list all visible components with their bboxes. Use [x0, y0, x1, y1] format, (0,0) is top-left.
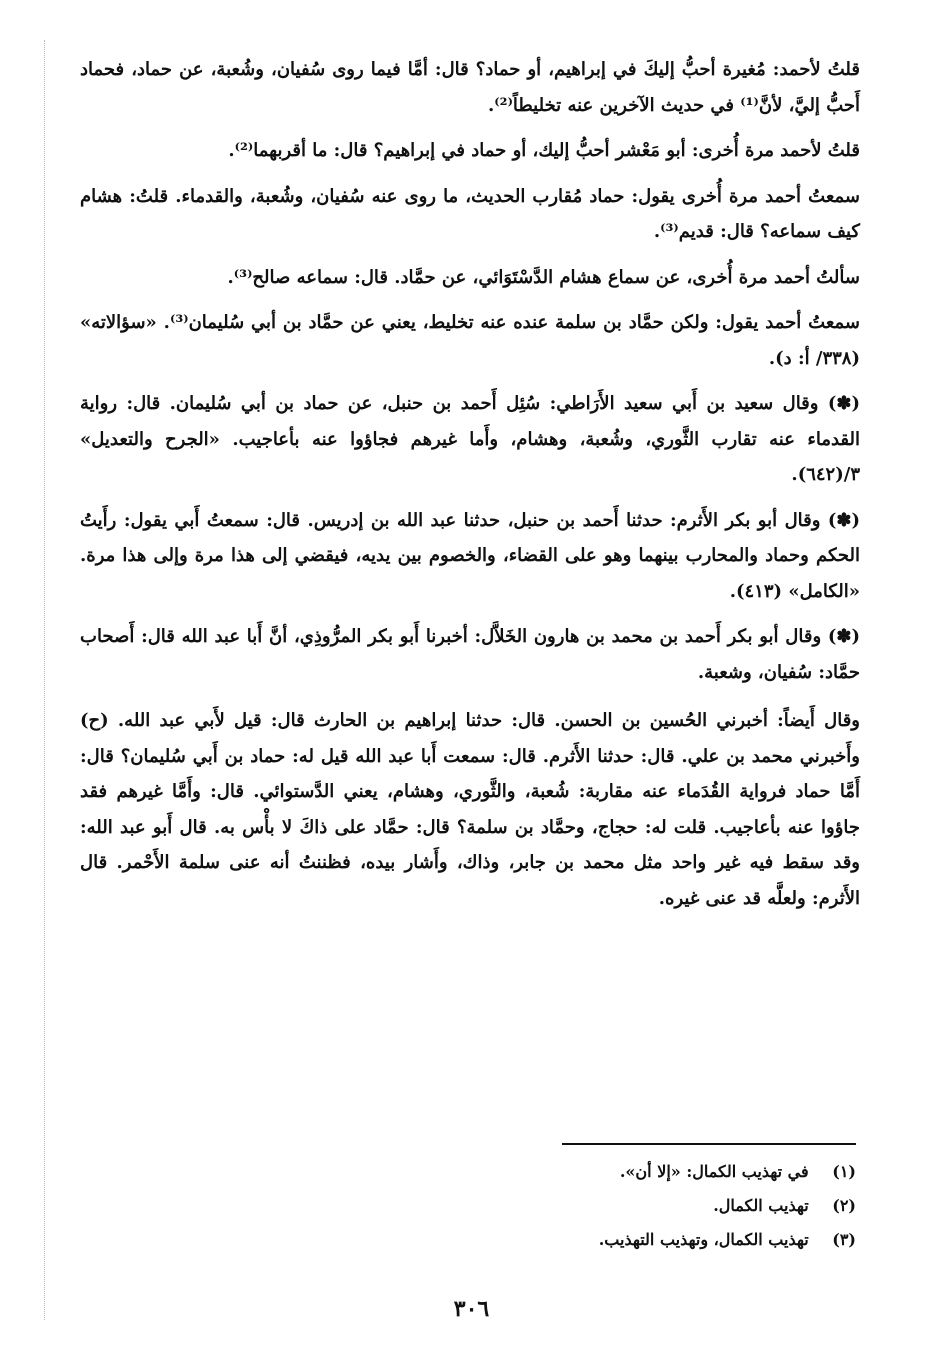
footnote-text: تهذيب الكمال، وتهذيب التهذيب.: [598, 1230, 809, 1249]
binding-margin-dots: [44, 40, 45, 1320]
paragraph: (✽) وقال أبو بكر الأَثرم: حدثنا أَحمد بن حنبل، حدثنا عبد الله بن إدريس. قال: سمعتُ أَبي يقول: رأَيتُ الحكم وحماد والمحارب بينهما وهو على القضاء، والخصوم بين يديه، فيقضي إلى هذا مرة وإلى هذا مرة. «الكامل» (٤١٣).: [80, 509, 860, 602]
footnote-text: في تهذيب الكمال: «إلا أن».: [619, 1162, 809, 1181]
paragraph: وقال أَيضاً: أخبرني الحُسين بن الحسن. قال: حدثنا إبراهيم بن الحارث قال: قيل لأَبي عبد الله. (ح) وأَخبرني محمد بن علي. قال: حدثنا الأَثرم. قال: سمعت أَبا عبد الله قيل له: حماد بن أَبي سُليمان؟ قال: أَمَّا حماد فرواية القُدَماء عنه مقاربة: شُعبة، والثَّوري، وهشام، يعني الدَّستوائي. قال: وأَمَّا غيرهم فقد جاؤوا عنه بأعاجيب. قلت له: حجاج، وحمَّاد بن سلمة؟ قال: حمَّاد على ذاكَ لا بأْس به. قال أَبو عبد الله: وقد سقط فيه غير واحد مثل محمد بن جابر، وذاك، وأَشار بيده، فظننتُ أنه عنى سلمة الأَحْمر. قال الأَثرم: ولعلَّه قد عنى غيره.: [80, 710, 860, 909]
paragraph: (✽) وقال أبو بكر أَحمد بن محمد بن هارون الخَلاَّل: أخبرنا أَبو بكر المرُّوذِي، أنَّ أَبا عبد الله قال: أَصحاب حمَّاد: سُفيان، وشعبة.: [80, 626, 860, 683]
footnote-separator: [562, 1143, 856, 1145]
footnote-number: (٢): [832, 1196, 856, 1215]
paragraph: (✽) وقال سعيد بن أَبي سعيد الأَرَاطي: سُئِل أَحمد بن حنبل، عن حماد بن أبي سُليمان. قال: رواية القدماء عنه تقارب الثَّوري، وشُعبة، وهشام، وأَما غيرهم فجاؤوا عنه بأعاجيب. «الجرح والتعديل» ٣/(٦٤٢).: [80, 393, 860, 485]
paragraph: سألتُ أحمد مرة أُخرى، عن سماع هشام الدَّسْتَوَائي، عن حمَّاد. قال: سماعه صالح⁽³⁾.: [227, 266, 860, 288]
footnote: [380, 1223, 856, 1257]
footnotes: [380, 1155, 856, 1257]
paragraph: سمعتُ أحمد يقول: ولكن حمَّاد بن سلمة عنده عنه تخليط، يعني عن حمَّاد بن أبي سُليمان⁽³⁾. «سؤالاته» (٣٣٨/ أ: د).: [80, 312, 861, 369]
footnote-number: (١): [832, 1162, 856, 1181]
footnote-text: تهذيب الكمال.: [713, 1196, 809, 1215]
page-number: ٣٠٦: [453, 1296, 490, 1322]
paragraph: قلتُ لأحمد: مُغيرة أحبُّ إليكَ في إبراهيم، أو حماد؟ قال: أمَّا فيما روى سُفيان، وشُعبة، عن حماد، فحماد أَحبُّ إليَّ، لأنَّ⁽¹⁾ في حديث الآخرين عنه تخليطاً⁽²⁾.: [80, 59, 860, 116]
footnote-number: (٣): [832, 1230, 856, 1249]
paragraph: سمعتُ أحمد مرة أُخرى يقول: حماد مُقارب الحديث، ما روى عنه سُفيان، وشُعبة، والقدماء. قلتُ: هشام كيف سماعه؟ قال: قديم⁽³⁾.: [80, 185, 860, 242]
footnote: [380, 1155, 856, 1189]
main-text: [80, 52, 860, 926]
footnote: [380, 1189, 856, 1223]
paragraph: قلتُ لأحمد مرة أُخرى: أبو مَعْشر أحبُّ إليك، أو حماد في إبراهيم؟ قال: ما أقربهما⁽²⁾.: [228, 140, 860, 161]
